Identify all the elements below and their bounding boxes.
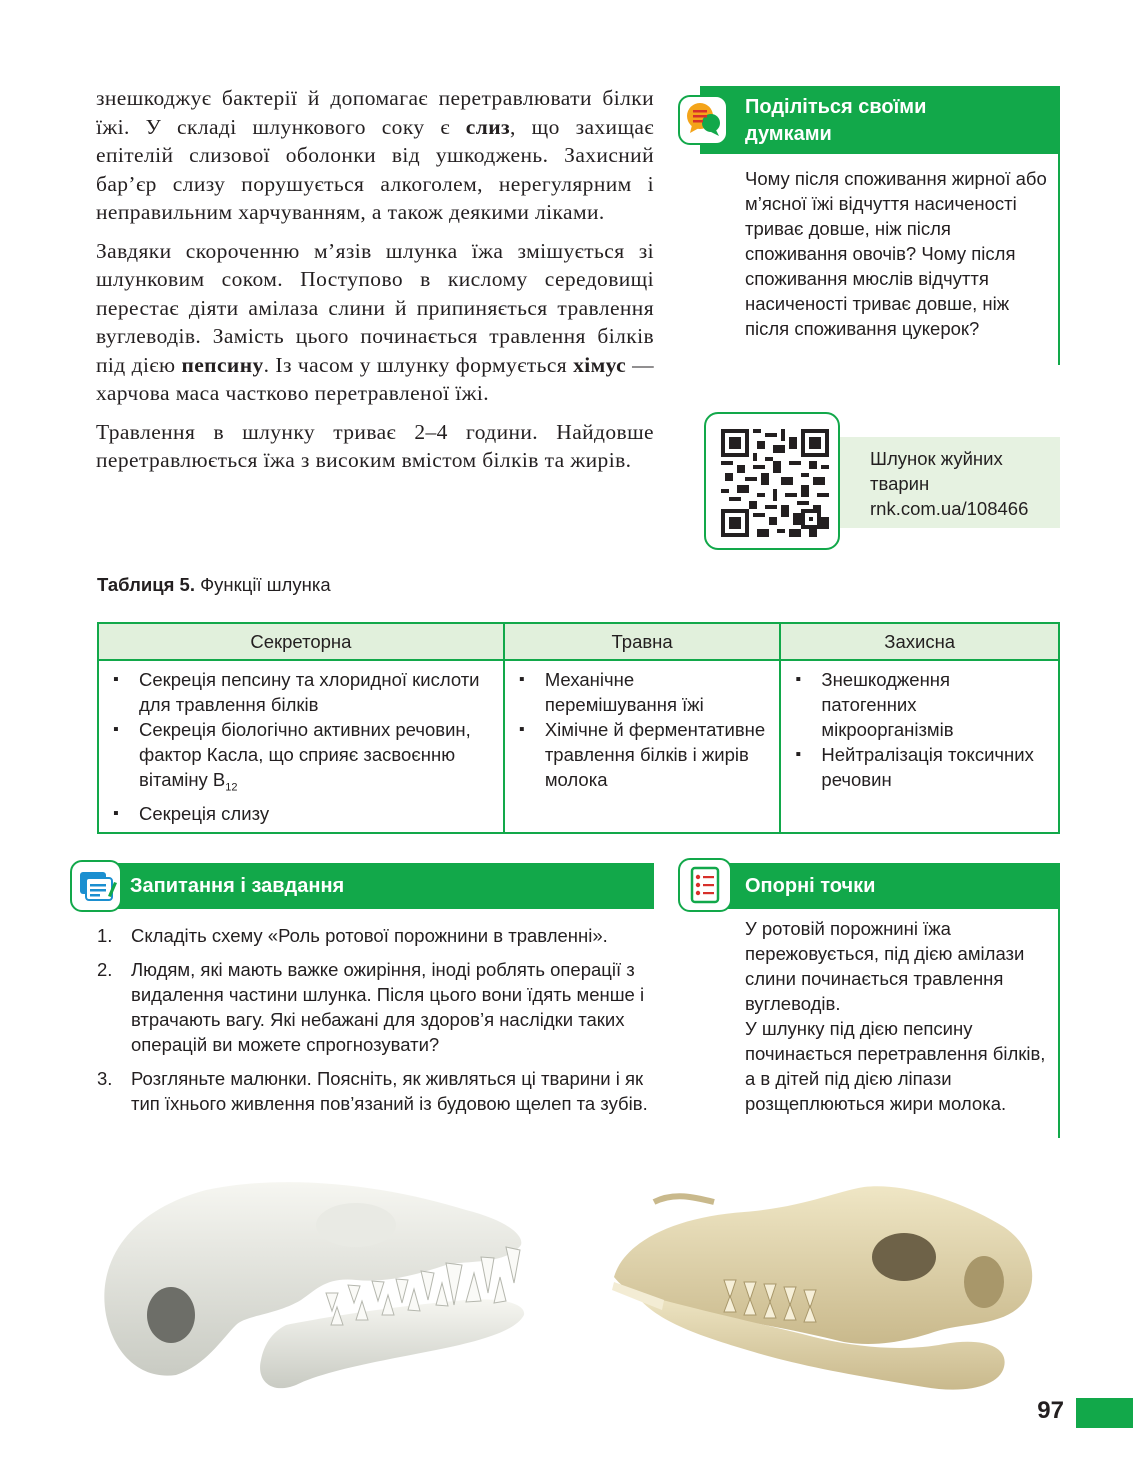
list-item: ▪ Секреція слизу xyxy=(113,801,493,826)
paragraph-2: Завдяки скороченню м’язів шлунка їжа змішується зі шлунковим соком. Поступово в кислому середовищі перестає діяти амілаза слини й припиняється травлення вуглеводів. Замість цього починається травлення білків під дією пепсину. Із часом у шлунку формується хімус — харчова маса частково перетравленої їжі. xyxy=(96,238,654,405)
functions-table xyxy=(97,622,1060,834)
key-points-text xyxy=(745,916,1050,1116)
list-item: ▪ Механічне перемішування їжі xyxy=(519,667,770,717)
tasks-icon xyxy=(70,860,122,912)
main-text xyxy=(96,84,654,485)
page-number-tab xyxy=(1076,1398,1133,1428)
table-cell-secretory xyxy=(98,660,504,833)
list-item: ▪ Хімічне й ферментативне травлення білків і жирів молока xyxy=(519,717,770,792)
page-number: 97 xyxy=(1037,1397,1064,1424)
carnivore-skull-image xyxy=(86,1165,536,1435)
question-item: 3. Розгляньте малюнки. Поясніть, як живляться ці тварини і як тип їхнього живлення пов’язаний із будовою щелеп та зубів. xyxy=(97,1068,648,1114)
table-header-secretory: Секреторна xyxy=(98,623,504,660)
share-box-border xyxy=(1058,150,1060,365)
table-cell-protective xyxy=(780,660,1059,833)
key-points-title: Опорні точки xyxy=(745,875,876,897)
qr-code-icon[interactable] xyxy=(721,429,829,537)
table-header-protective: Захисна xyxy=(780,623,1059,660)
qr-title-line1: Шлунок жуйних xyxy=(870,448,1003,469)
list-item: ▪ Секреція біологічно активних речовин, фактор Касла, що сприяє засвоєнню вітаміну $B_{12}$ xyxy=(113,717,493,801)
table-cell-digestive xyxy=(504,660,781,833)
paragraph-3: Травлення в шлунку триває 2–4 години. Найдовше перетравлюється їжа з високим вмістом білків та жирів. xyxy=(96,419,654,472)
qr-link[interactable]: rnk.com.ua/108466 xyxy=(870,498,1029,519)
qr-title-line2: тварин xyxy=(870,473,930,494)
key-point-2: У шлунку під дією пепсину починається перетравлення білків, а в дітей під дією ліпази розщеплюються жири молока. xyxy=(745,1018,1046,1114)
key-points-border xyxy=(1058,906,1060,1138)
herbivore-skull-image xyxy=(604,1172,1044,1402)
questions-header xyxy=(96,863,654,909)
share-box-header xyxy=(700,86,1060,154)
question-item: 2. Людям, які мають важке ожиріння, іноді роблять операції з видалення частини шлунка. Після цього вони їдять менше і втрачають вагу. Які небажані для здоров’я наслідки таких операцій ви можете спрогнозувати? xyxy=(97,959,645,1055)
qr-box-text xyxy=(870,446,1055,521)
share-box-title: Поділіться своїми думками xyxy=(745,96,927,145)
table-header-digestive: Травна xyxy=(504,623,781,660)
paragraph-1: знешкоджує бактерії й допомагає перетравлювати білки їжі. У складі шлункового соку є слиз, що захищає епітелій слизової оболонки від ушкоджень. Захисний бар’єр слизу порушується алкоголем, нерегулярним і неправильним харчуванням, а також деякими ліками. xyxy=(96,86,654,224)
table-caption: Таблиця 5. Функції шлунка xyxy=(97,574,331,595)
key-points-header xyxy=(700,863,1060,909)
list-item: ▪ Нейтралізація токсичних речовин xyxy=(795,742,1048,792)
key-point-1: У ротовій порожнині їжа пережовується, під дією амілази слини починається травлення вуглеводів. xyxy=(745,918,1025,1014)
questions-title: Запитання і завдання xyxy=(130,875,345,897)
qr-code-frame[interactable] xyxy=(704,412,840,550)
share-box-text: Чому після споживання жирної або м’ясної їжі відчуття насиченості триває довше, ніж після споживання овочів? Чому після споживання мюслів відчуття насиченості триває довше, ніж після споживання цукерок? xyxy=(745,168,1047,339)
checklist-icon xyxy=(678,858,732,912)
list-item: ▪ Секреція пепсину та хлоридної кислоти для травлення білків xyxy=(113,667,493,717)
question-item: 1. Складіть схему «Роль ротової порожнини в травленні». xyxy=(97,925,608,946)
questions-list xyxy=(97,923,655,1125)
list-item: ▪ Знешкодження патогенних мікроорганізмів xyxy=(795,667,1048,742)
chat-icon xyxy=(678,95,728,145)
